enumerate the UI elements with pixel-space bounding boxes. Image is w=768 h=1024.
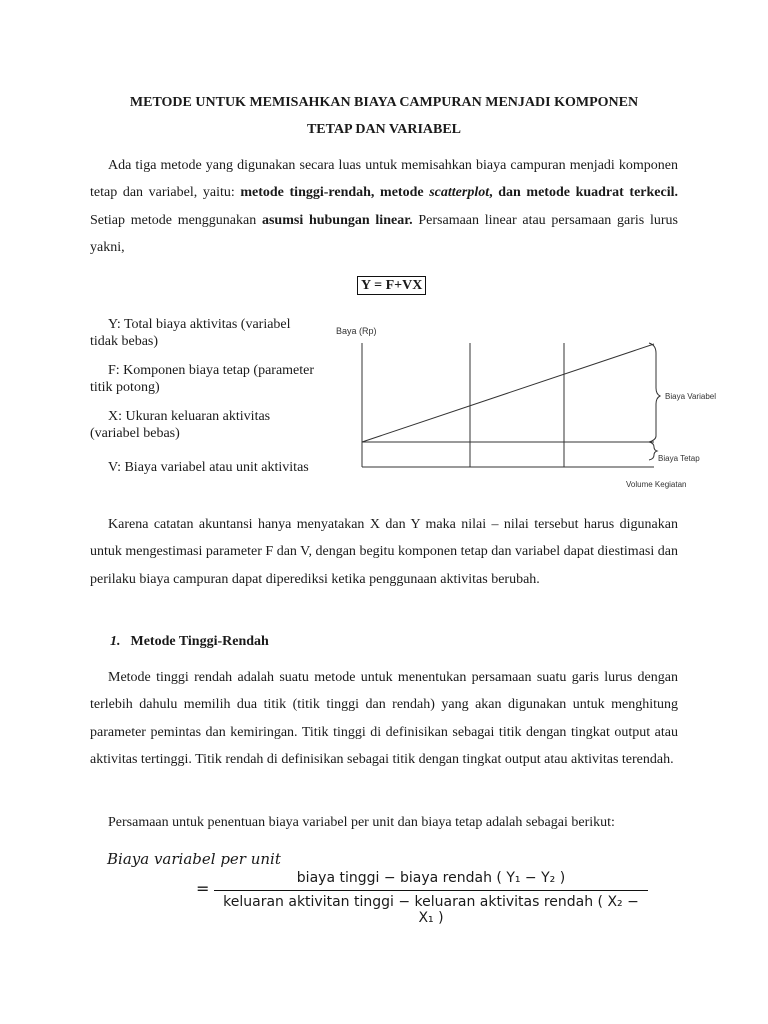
chart-annotation-fixed: Biaya Tetap [658,454,700,463]
chart-annotation-variable: Biaya Variabel [665,392,716,401]
cost-behavior-chart [326,316,746,496]
page-title-line-1: METODE UNTUK MEMISAHKAN BIAYA CAMPURAN MENJADI KOMPONEN [129,95,639,110]
definition-y: Y: Total biaya aktivitas (variabel tidak bebas) [90,317,291,349]
definition-x: X: Ukuran keluaran aktivitas (variabel bebas) [90,409,271,441]
definition-f: F: Komponen biaya tetap (parameter titik potong) [90,363,315,395]
fraction-numerator: biaya tinggi − biaya rendah ( Y₁ − Y₂ ) [296,870,566,886]
section-heading-high-low [110,634,269,650]
chart-x-axis-label: Volume Kegiatan [626,480,687,489]
section-number: 1. [110,634,121,649]
chart-svg [326,316,746,496]
intro-bold-3: asumsi hubungan linear. [261,212,413,228]
definition-v: V: Biaya variabel atau unit aktivitas [108,460,309,475]
intro-bold-1: metode tinggi-rendah, metode [240,185,430,201]
variable-cost-fraction [190,868,650,926]
intro-text-3: Persamaan linear atau persamaan garis lurus yakni, [90,212,678,256]
fraction-bar [214,890,648,891]
page-title-line-2: TETAP DAN VARIABEL [306,122,462,137]
intro-paragraph [90,152,678,262]
fraction-denominator: keluaran aktivitan tinggi − keluaran aktivitas rendah ( X₂ − X₁ ) [223,894,639,926]
chart-variable-cost-brace [649,343,660,442]
equals-sign: = [196,879,210,898]
intro-bold-italic-scatterplot: scatterplot [429,185,490,201]
linear-equation-box: Y = F+VX [357,276,426,295]
paragraph-high-low-method: Metode tinggi rendah adalah suatu metode untuk menentukan persamaan suatu garis lurus dengan terlebih dahulu memilih dua titik (titik tinggi dan rendah) yang akan digunakan untuk menghitung parameter pemintas dan kemiringan. Titik tinggi di definisikan sebagai titik dengan tingkat output atau aktivitas tertinggi. Titik rendah di definisikan sebagai titik dengan tingkat output atau aktivitas terendah. [90,670,678,768]
paragraph-equation-intro: Persamaan untuk penentuan biaya variabel per unit dan biaya tetap adalah sebagai berikut: [108,815,615,830]
chart-total-cost-line [362,344,654,442]
paragraph-estimation: Karena catatan akuntansi hanya menyatakan X dan Y maka nilai – nilai tersebut harus digunakan untuk mengestimasi parameter F dan V, dengan begitu komponen tetap dan variabel dapat diestimasi dan perilaku biaya campuran dapat diperediksi ketika penggunaan aktivitas berubah. [90,517,678,587]
intro-text-2: Setiap metode menggunakan [90,212,262,228]
section-title: Metode Tinggi-Rendah [130,634,269,649]
intro-text-1: Ada tiga metode yang digunakan secara luas untuk memisahkan biaya campuran menjadi komponen tetap dan variabel, yaitu: [90,158,678,201]
definition-list [90,316,322,493]
chart-y-axis-label: Baya (Rp) [336,326,377,336]
formula-label: Biaya variabel per unit [107,850,281,868]
chart-fixed-cost-brace [649,442,657,460]
intro-bold-2: , dan metode kuadrat terkecil. [489,185,679,201]
